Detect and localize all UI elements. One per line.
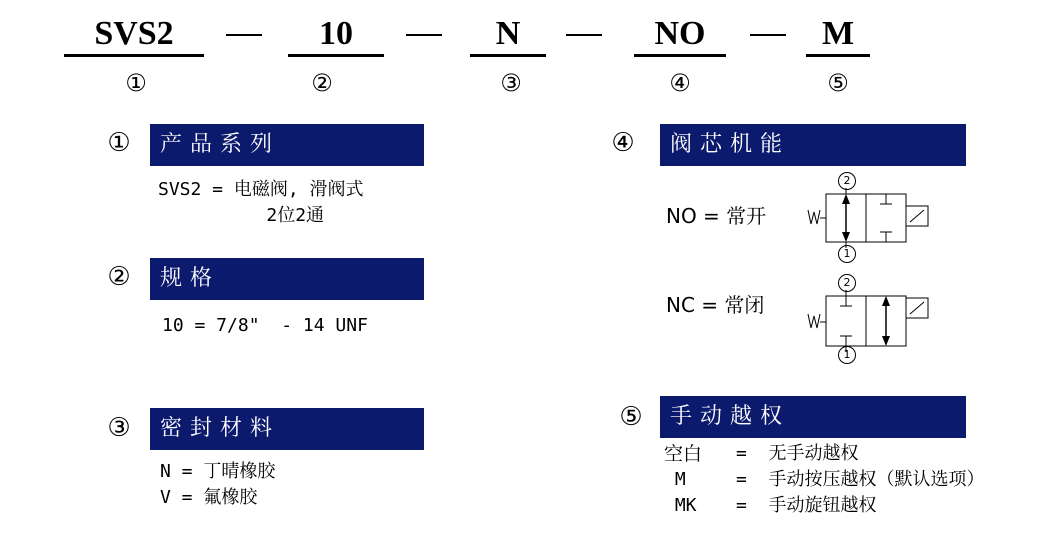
code-part-series: SVS2	[94, 15, 174, 52]
code-separator	[226, 34, 262, 36]
code-part-seal: N	[495, 15, 521, 52]
code-part-size: 10	[319, 15, 353, 52]
code-underline-seal	[470, 54, 546, 57]
code-separator	[406, 34, 442, 36]
code-part-function: NO	[654, 15, 706, 52]
normally-open-valve-symbol	[800, 172, 940, 266]
code-index-2: ②	[311, 69, 333, 97]
normally-closed-label: NC = 常闭	[666, 293, 765, 317]
section-3-header: 密封材料	[150, 408, 424, 450]
code-underline-override	[806, 54, 870, 57]
section-4-header: 阀芯机能	[660, 124, 966, 166]
section-1-line-2: 2位2通	[158, 205, 325, 226]
normally-open-label: NO = 常开	[666, 204, 767, 228]
code-index-4: ④	[669, 69, 691, 97]
port-2-marker: 2	[838, 172, 856, 190]
override-row-code: M	[664, 469, 686, 490]
code-part-override: M	[821, 15, 855, 52]
code-index-5: ⑤	[827, 69, 849, 97]
override-row-code: MK	[664, 495, 697, 516]
section-1-line-1: SVS2 = 电磁阀, 滑阀式	[158, 179, 364, 200]
override-row-code: 空白	[664, 443, 703, 465]
section-5-header: 手动越权	[660, 396, 966, 438]
section-3-line-1: N = 丁晴橡胶	[160, 461, 276, 482]
port-1-marker: 1	[838, 346, 856, 364]
section-1-header: 产品系列	[150, 124, 424, 166]
code-underline-series	[64, 54, 204, 57]
code-underline-size	[288, 54, 384, 57]
code-separator	[750, 34, 786, 36]
code-index-3: ③	[500, 69, 522, 97]
section-2-number: ②	[107, 262, 131, 292]
section-5-number: ⑤	[619, 402, 643, 432]
normally-closed-valve-symbol	[800, 274, 940, 368]
section-2-line-1: 10 = 7/8" - 14 UNF	[162, 315, 368, 336]
override-row-desc: = 手动按压越权（默认选项）	[736, 469, 985, 490]
override-row-desc: = 无手动越权	[736, 443, 859, 464]
port-2-marker: 2	[838, 274, 856, 292]
port-1-marker: 1	[838, 245, 856, 263]
section-2-header: 规格	[150, 258, 424, 300]
section-4-number: ④	[611, 128, 635, 158]
code-index-1: ①	[125, 69, 147, 97]
code-underline-function	[634, 54, 726, 57]
section-3-number: ③	[107, 413, 131, 443]
section-1-number: ①	[107, 128, 131, 158]
code-separator	[566, 34, 602, 36]
section-3-line-2: V = 氟橡胶	[160, 487, 258, 508]
override-row-desc: = 手动旋钮越权	[736, 495, 877, 516]
